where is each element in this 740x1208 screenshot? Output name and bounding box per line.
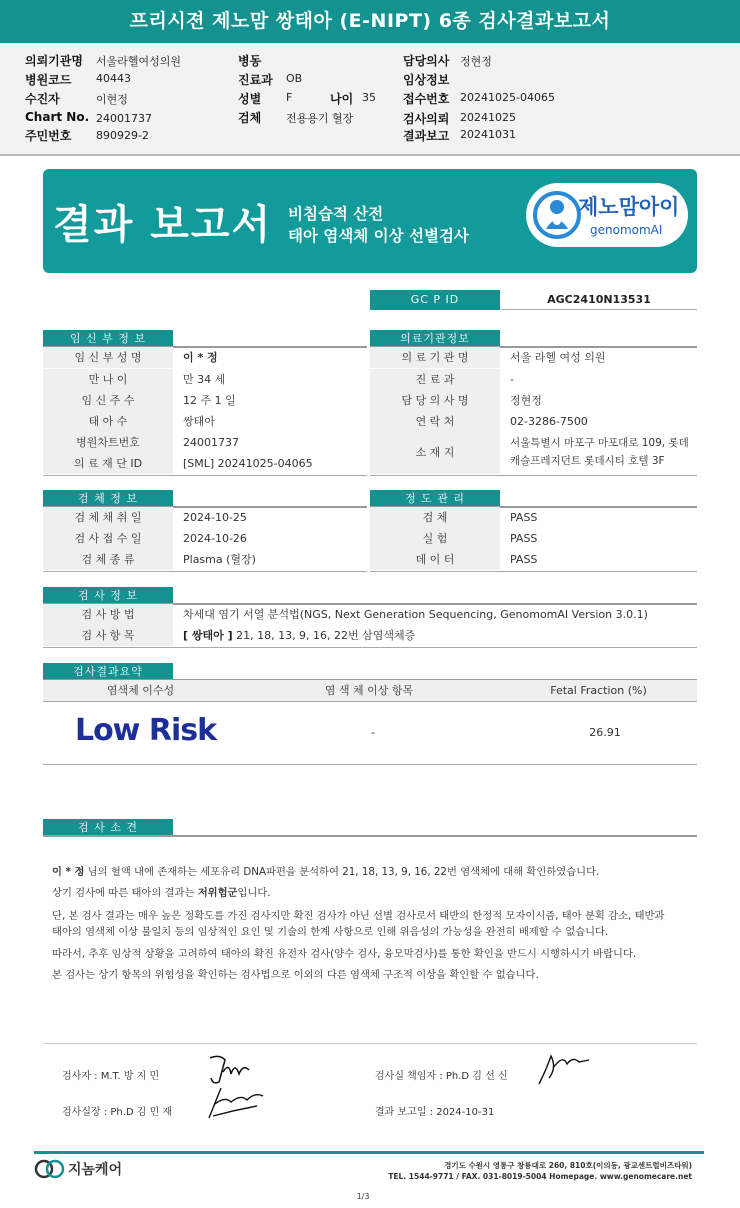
divider: [43, 835, 697, 837]
divider: [43, 571, 367, 572]
receipt-date-label: 검 사 접 수 일: [43, 528, 173, 549]
institution-phone-value: 02-3286-7500: [510, 415, 588, 428]
divider: [43, 1043, 697, 1044]
genomom-logo-icon: [532, 187, 582, 243]
banner-subtitle-2: 태아 염색체 이상 선별검사: [288, 227, 469, 245]
gestation-label: 임 신 주 수: [43, 390, 173, 411]
footer-address: 경기도 수원시 영통구 창룡대로 260, 810호(이의동, 광교센트럴비즈타워): [444, 1161, 692, 1170]
test-items-label: 검 사 항 목: [43, 625, 173, 646]
hospital-value: 서울라헬여성의원: [96, 55, 182, 68]
lab-head-signature: [533, 1048, 593, 1088]
institution-dept-value: -: [510, 373, 514, 386]
qc-section-head: 정 도 관 리: [370, 490, 500, 507]
request-value: 20241025: [460, 111, 516, 124]
pregnant-name-value: 이 * 정: [183, 351, 218, 364]
age-value: 35: [362, 91, 376, 104]
sex-value: F: [286, 91, 293, 104]
summary-col-abnormal: 염 색 체 이상 항목: [324, 684, 414, 697]
summary-col-ff: Fetal Fraction (%): [550, 684, 647, 697]
opinion-paragraph-6: 본 검사는 상기 항목의 위험성을 확인하는 검사법으로 이외의 다른 염색체 구조적 이상을 확인할 수 없습니다.: [52, 969, 539, 981]
qc-experiment-label: 실 험: [370, 528, 500, 549]
foundation-id-label: 의 료 재 단 ID: [43, 453, 173, 474]
qc-data-label: 데 이 터: [370, 549, 500, 570]
test-section-head: 검 사 정 보: [43, 587, 173, 604]
gestation-value: 12 주 1 일: [183, 394, 236, 407]
test-method-label: 검 사 방 법: [43, 604, 173, 625]
hospital-chart-label: 병원차트번호: [43, 432, 173, 453]
lab-head-signature-label: 검사실 책임자 : Ph.D 김 선 신: [375, 1071, 508, 1082]
dept-value: OB: [286, 72, 303, 85]
opinion-paragraph-3: 단, 본 검사 결과는 매우 높은 정확도를 가진 검사지만 확진 검사가 아닌 선별 검사로서 태반의 한정적 모자이시즘, 태아 분획 감소, 태반과: [52, 910, 665, 922]
director-signature-label: 검사실장 : Ph.D 김 민 재: [62, 1107, 173, 1118]
opinion-paragraph-1: 이 * 정 님의 혈액 내에 존재하는 세포유리 DNA파편을 분석하여 21, 18, 13, 9, 16, 22번 염색체에 대해 확인하였습니다.: [52, 866, 600, 878]
logo-text-en: genomomAI: [590, 223, 663, 237]
institution-address-line1: 서울특별시 마포구 마포대로 109, 롯데: [510, 437, 689, 449]
specimen-value: 전용용기 혈장: [286, 112, 354, 125]
hospital-chart-value: 24001737: [183, 436, 239, 449]
qc-experiment-value: PASS: [510, 532, 538, 545]
pregnant-age-label: 만 나 이: [43, 369, 173, 390]
age-label: 나이: [330, 92, 354, 106]
report-label: 결과보고: [403, 129, 450, 143]
opinion-section-head: 검 사 소 견: [43, 819, 173, 836]
accession-value: 20241025-04065: [460, 91, 555, 104]
patient-info-box: [0, 43, 740, 156]
code-label: 병원코드: [25, 73, 72, 87]
pregnant-age-value: 만 34 세: [183, 373, 226, 386]
institution-address-line2: 캐슬프레지던트 롯데시티 호텔 3F: [510, 455, 665, 467]
sex-label: 성별: [238, 92, 262, 106]
tester-signature-label: 검사자 : M.T. 방 지 민: [62, 1071, 160, 1082]
institution-doctor-value: 정현정: [510, 394, 542, 407]
summary-col-aneuploidy: 염색체 이수성: [106, 684, 175, 697]
banner-subtitle-1: 비침습적 산전: [288, 205, 384, 223]
rrn-value: 890929-2: [96, 129, 149, 142]
pregnant-name-label: 임 신 부 성 명: [43, 347, 173, 368]
code-value: 40443: [96, 72, 131, 85]
institution-doctor-label: 담 당 의 사 명: [370, 390, 500, 411]
result-abnormal: -: [371, 726, 375, 739]
qc-specimen-value: PASS: [510, 511, 538, 524]
page-number: 1/3: [356, 1192, 370, 1201]
ward-label: 병동: [238, 54, 262, 68]
genomecare-logo-icon: [34, 1159, 66, 1179]
opinion-paragraph-2: 상기 검사에 따른 태아의 결과는 저위험군입니다.: [52, 887, 271, 899]
logo-text-kr: 제노맘아이: [578, 195, 680, 219]
clinical-label: 임상정보: [403, 73, 450, 87]
receipt-date-value: 2024-10-26: [183, 532, 247, 545]
divider: [43, 701, 697, 702]
institution-phone-label: 연 락 처: [370, 411, 500, 432]
genomom-logo: [526, 183, 688, 247]
gcp-value: AGC2410N13531: [501, 290, 697, 310]
result-risk: Low Risk: [74, 713, 217, 748]
test-method-value: 차세대 염기 서열 분석법(NGS, Next Generation Sequencing, GenomomAI Version 3.0.1): [183, 608, 648, 621]
test-items-value: [ 쌍태아 ] 21, 18, 13, 9, 16, 22번 삼염색체증: [183, 629, 416, 642]
report-value: 20241031: [460, 128, 516, 141]
banner-title: 결과 보고서: [53, 202, 273, 248]
specimen-type-label: 검 체 종 류: [43, 549, 173, 570]
divider: [43, 764, 697, 765]
specimen-section-head: 검 체 정 보: [43, 490, 173, 507]
chart-value: 24001737: [96, 112, 152, 125]
institution-name-value: 서울 라헬 여성 의원: [510, 351, 606, 364]
opinion-paragraph-4: 태아의 염색체 이상 불일치 등의 임상적인 요인 및 기술의 한계 사항으로 인해 위음성의 가능성을 완전히 배제할 수 없습니다.: [52, 926, 609, 938]
divider: [43, 475, 367, 476]
receiver-label: 수진자: [25, 92, 60, 106]
fetus-count-label: 태 아 수: [43, 411, 173, 432]
divider: [370, 571, 697, 572]
pregnant-section-head: 임 신 부 정 보: [43, 330, 173, 347]
request-label: 검사의뢰: [403, 112, 450, 126]
collection-date-label: 검 체 채 취 일: [43, 507, 173, 528]
chart-label: Chart No.: [25, 110, 90, 124]
report-date-label: 결과 보고일 : 2024-10-31: [375, 1107, 495, 1118]
footer-contact: TEL. 1544-9771 / FAX. 031-8019-5004 Homepage. www.genomecare.net: [388, 1172, 692, 1181]
qc-data-value: PASS: [510, 553, 538, 566]
institution-dept-label: 진 료 과: [370, 369, 500, 390]
doctor-value: 정현정: [460, 55, 492, 68]
report-banner: [43, 169, 697, 273]
tester-signature: [205, 1050, 255, 1086]
qc-specimen-label: 검 체: [370, 507, 500, 528]
result-ff: 26.91: [589, 726, 621, 739]
fetus-count-value: 쌍태아: [183, 415, 215, 428]
gcp-label: GC P ID: [370, 290, 500, 310]
accession-label: 접수번호: [403, 92, 450, 106]
summary-section-head: 검사결과요약: [43, 663, 173, 680]
footer-line: [34, 1151, 704, 1154]
institution-address-label: 소 재 지: [370, 432, 500, 474]
genomecare-logo-text: 지놈케어: [68, 1162, 123, 1178]
divider: [370, 475, 697, 476]
doctor-label: 담당의사: [403, 54, 450, 68]
institution-name-label: 의 료 기 관 명: [370, 347, 500, 368]
institution-section-head: 의료기관정보: [370, 330, 500, 347]
hospital-label: 의뢰기관명: [25, 54, 83, 68]
collection-date-value: 2024-10-25: [183, 511, 247, 524]
foundation-id-value: [SML] 20241025-04065: [183, 457, 313, 470]
rrn-label: 주민번호: [25, 129, 72, 143]
receiver-value: 이현정: [96, 93, 128, 106]
dept-label: 진료과: [238, 73, 273, 87]
divider: [43, 647, 697, 648]
director-signature: [205, 1082, 267, 1122]
report-title: 프리시젼 제노맘 쌍태아 (E-NIPT) 6종 검사결과보고서: [0, 0, 740, 43]
specimen-label: 검체: [238, 111, 262, 125]
specimen-type-value: Plasma (혈장): [183, 553, 256, 566]
opinion-paragraph-5: 따라서, 추후 임상적 상황을 고려하여 태아의 확진 유전자 검사(양수 검사, 융모막검사)를 통한 확인을 반드시 시행하시기 바랍니다.: [52, 948, 637, 960]
